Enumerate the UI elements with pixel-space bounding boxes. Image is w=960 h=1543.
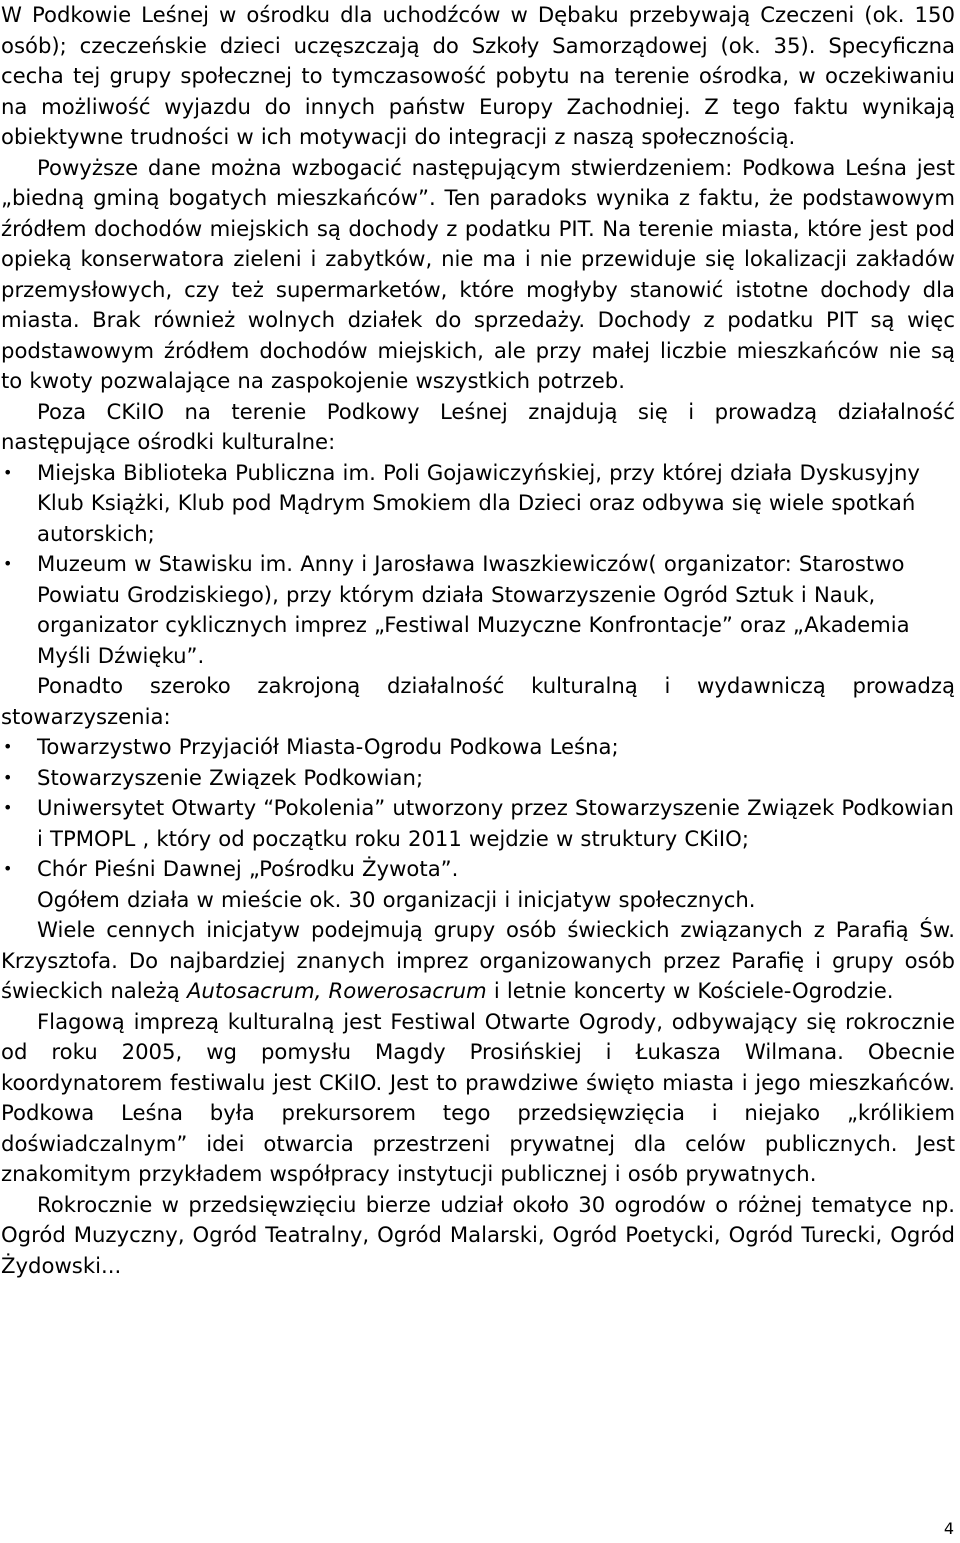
paragraph-open-gardens-festival: Flagową imprezą kulturalną jest Festiwal Otwarte Ogrody, odbywający się rokrocznie od roku 2005, wg pomysłu Magdy Prosińskiej i Łukasza Wilmana. Obecnie koordynatorem festiwalu jest CKiIO. Jest to prawdziwe święto miasta i jego mieszkańców. Podkowa Leśna była prekursorem tego przedsięwzięcia i niejako „królikiem doświadczalnym” idei otwarcia przestrzeni prywatnej dla celów publicznych. Jest znakomitym przykładem współpracy instytucji publicznej i osób prywatnych. bbox=[1, 1008, 955, 1186]
paragraph-refugees: W Podkowie Leśnej w ośrodku dla uchodźców w Dębaku przebywają Czeczeni (ok. 150 osób); czeczeńskie dzieci uczęszczają do Szkoły Samorządowej (ok. 35). Specyficzna cecha tej grupy społecznej to tymczasowość pobytu na terenie ośrodka, w oczekiwaniu na możliwość wyjazdu do innych państw Europy Zachodniej. Z tego faktu wynikają obiektywne trudności w ich motywacji do integracji z naszą społecznością. bbox=[1, 2, 955, 149]
document-body bbox=[1, 0, 955, 1281]
list-item bbox=[1, 732, 955, 763]
list-item-text: Stowarzyszenie Związek Podkowian; bbox=[37, 764, 424, 790]
list-item-text: Miejska Biblioteka Publiczna im. Poli Gojawiczyńskiej, przy której działa Dyskusyjny Klub Książki, Klub pod Mądrym Smokiem dla Dzieci oraz odbywa się wiele spotkań autorskich; bbox=[37, 459, 920, 546]
parish-event-names: Autosacrum, Rowerosacrum bbox=[186, 978, 487, 1003]
bullet-icon: • bbox=[3, 462, 13, 482]
list-item bbox=[1, 854, 955, 885]
bullet-icon: • bbox=[3, 737, 13, 756]
associations-list bbox=[1, 732, 955, 885]
list-item-text: Uniwersytet Otwarty “Pokolenia” utworzony przez Stowarzyszenie Związek Podkowian i TPMOPL , który od początku roku 2011 wejdzie w struktury CKiIO; bbox=[37, 795, 954, 851]
list-item bbox=[1, 793, 955, 854]
page-number: 4 bbox=[943, 1519, 954, 1538]
list-item bbox=[1, 458, 955, 550]
list-item bbox=[1, 763, 955, 794]
paragraph-cultural-centers-intro: Poza CKiIO na terenie Podkowy Leśnej znajdują się i prowadzą działalność następujące ośrodki kulturalne: bbox=[1, 398, 955, 454]
bullet-icon: • bbox=[3, 798, 13, 817]
parish-text-start: Wiele cennych inicjatyw podejmują grupy osób świeckich związanych z Parafią Św. Krzysztofa. Do najbardziej znanych imprez organizowanych przez Parafię i grupy osób świeckich należą bbox=[1, 917, 955, 1003]
bullet-icon: • bbox=[3, 767, 13, 787]
list-item-text: Towarzystwo Przyjaciół Miasta-Ogrodu Podkowa Leśna; bbox=[37, 734, 619, 759]
list-item bbox=[1, 549, 955, 671]
list-item-text: Muzeum w Stawisku im. Anny i Jarosława Iwaszkiewiczów( organizator: Starostwo Powiatu Grodziskiego), przy którym działa Stowarzyszenie Ogród Sztuk i Nauk, organizator cyklicznych imprez „Festiwal Muzyczne Konfrontacje” oraz „Akademia Myśli Dźwięku”. bbox=[37, 551, 910, 668]
paragraph-parish-initiatives bbox=[1, 915, 955, 1007]
list-item-text: Chór Pieśni Dawnej „Pośrodku Żywota”. bbox=[37, 856, 459, 881]
paragraph-associations-intro: Ponadto szeroko zakrojoną działalność kulturalną i wydawniczą prowadzą stowarzyszenia: bbox=[1, 673, 955, 729]
paragraph-gardens-count: Rokrocznie w przedsięwzięciu bierze udział około 30 ogrodów o różnej tematyce np. Ogród Muzyczny, Ogród Teatralny, Ogród Malarski, Ogród Poetycki, Ogród Turecki, Ogród Żydowski... bbox=[1, 1191, 955, 1278]
bullet-icon: • bbox=[3, 859, 13, 878]
cultural-centers-list bbox=[1, 458, 955, 672]
paragraph-municipal-income: Powyższe dane można wzbogacić następującym stwierdzeniem: Podkowa Leśna jest „biedną gminą bogatych mieszkańców”. Ten paradoks wynika z faktu, że podstawowym źródłem dochodów miejskich są dochody z podatku PIT. Na terenie miasta, które jest pod opieką konserwatora zieleni i zabytków, nie ma i nie przewiduje się lokalizacji zakładów przemysłowych, czy też supermarketów, które mogłyby stanowić istotne dochody dla miasta. Brak również wolnych działek do sprzedaży. Dochody z podatku PIT są więc podstawowym źródłem dochodów miejskich, ale przy małej liczbie mieszkańców nie są to kwoty pozwalające na zaspokojenie wszystkich potrzeb. bbox=[1, 154, 955, 393]
bullet-icon: • bbox=[3, 554, 13, 573]
paragraph-organizations-count: Ogółem działa w mieście ok. 30 organizacji i inicjatyw społecznych. bbox=[37, 886, 756, 912]
parish-text-end: i letnie koncerty w Kościele-Ogrodzie. bbox=[486, 978, 894, 1003]
